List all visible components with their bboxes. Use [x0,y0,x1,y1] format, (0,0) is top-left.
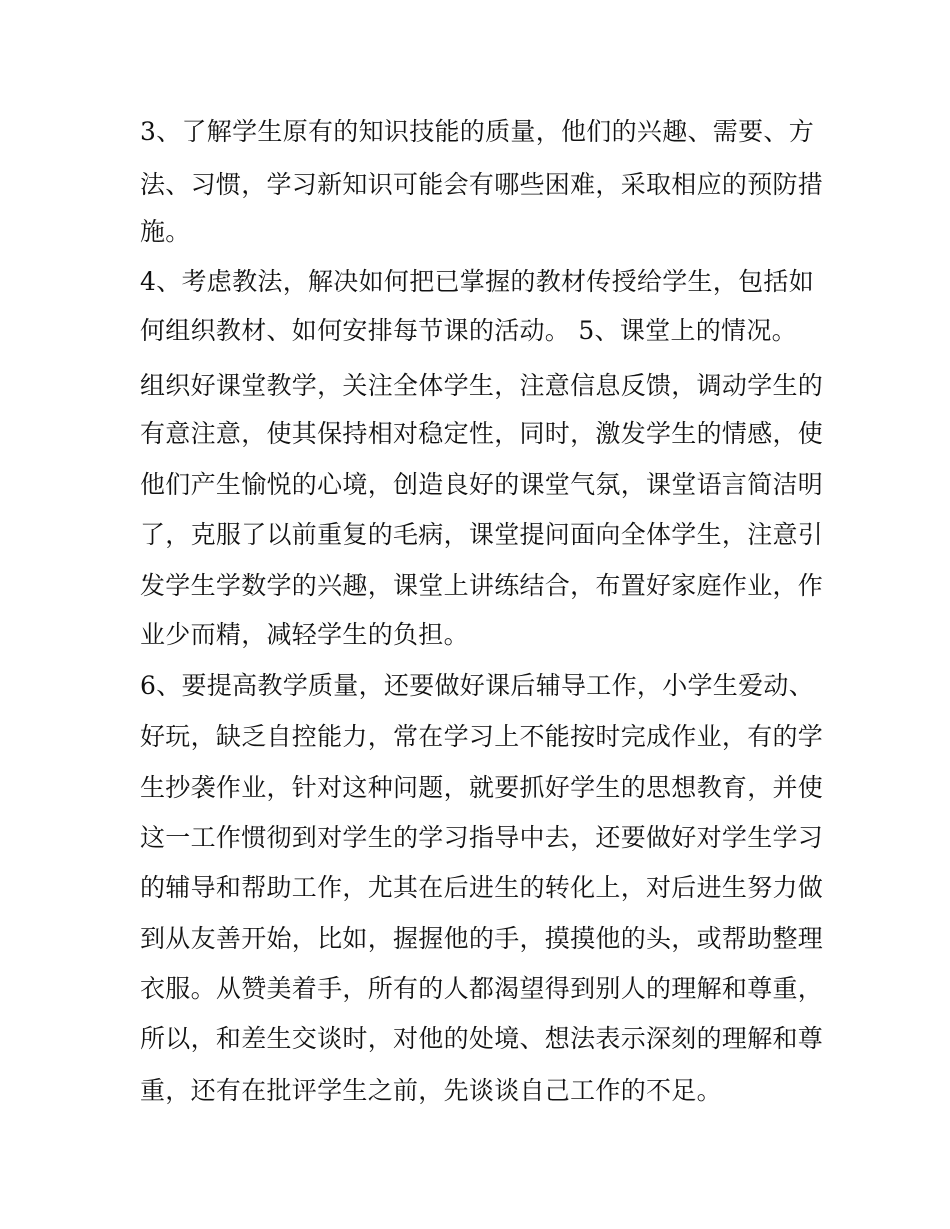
text-line: 施。 [140,217,191,246]
text-line: 所以，和差生交谈时，对他的处境、想法表示深刻的理解和尊 [140,1024,824,1053]
text-line: 6、要提高教学质量，还要做好课后辅导工作，小学生爱动、 [140,671,815,700]
text-line: 好玩，缺乏自控能力，常在学习上不能按时完成作业，有的学 [140,722,824,751]
text-line: 有意注意，使其保持相对稳定性，同时，激发学生的情感，使 [140,419,824,448]
text-line: 了，克服了以前重复的毛病，课堂提问面向全体学生，注意引 [140,520,824,549]
text-line: 业少而精，减轻学生的负担。 [140,620,469,649]
text-line: 他们产生愉悦的心境，创造良好的课堂气氛，课堂语言简洁明 [140,470,824,499]
text-line: 法、习惯，学习新知识可能会有哪些困难，采取相应的预防措 [140,170,824,199]
text-line: 4、考虑教法，解决如何把已掌握的教材传授给学生，包括如 [140,267,815,296]
text-line: 何组织教材、如何安排每节课的活动。 5、课堂上的情况。 [140,316,797,345]
text-line: 发学生学数学的兴趣，课堂上讲练结合，布置好家庭作业，作 [140,571,824,600]
text-line: 组织好课堂教学，关注全体学生，注意信息反馈，调动学生的 [140,371,824,400]
text-line: 这一工作惯彻到对学生的学习指导中去，还要做好对学生学习 [140,823,824,852]
text-line: 到从友善开始，比如，握握他的手，摸摸他的头，或帮助整理 [140,924,824,953]
text-line: 3、了解学生原有的知识技能的质量，他们的兴趣、需要、方 [140,117,815,146]
text-line: 衣服。从赞美着手，所有的人都渴望得到别人的理解和尊重， [140,974,824,1003]
text-line: 重，还有在批评学生之前，先谈谈自己工作的不足。 [140,1076,722,1105]
text-line: 生抄袭作业，针对这种问题，就要抓好学生的思想教育，并使 [140,773,824,802]
text-line: 的辅导和帮助工作，尤其在后进生的转化上，对后进生努力做 [140,873,824,902]
